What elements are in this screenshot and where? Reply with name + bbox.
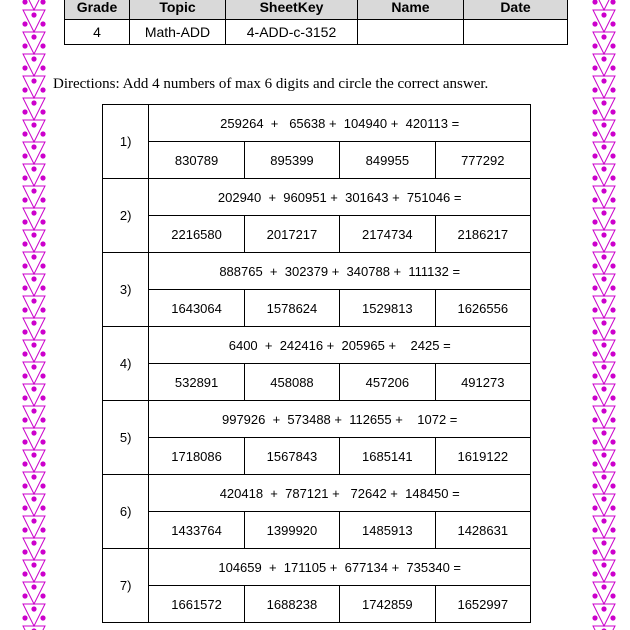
border-dot bbox=[610, 0, 615, 5]
border-dot bbox=[40, 263, 45, 268]
border-dot bbox=[40, 153, 45, 158]
border-dot bbox=[22, 87, 27, 92]
border-dot bbox=[22, 153, 27, 158]
border-dot bbox=[31, 496, 36, 501]
border-dot bbox=[601, 584, 606, 589]
border-dot bbox=[40, 483, 45, 488]
answer-choice[interactable]: 532891 bbox=[149, 364, 244, 401]
border-dot bbox=[592, 219, 597, 224]
left-decorative-border bbox=[5, 0, 55, 630]
answer-choice[interactable]: 1578624 bbox=[244, 290, 339, 327]
border-dot bbox=[22, 219, 27, 224]
border-dot bbox=[592, 351, 597, 356]
problem-number: 5) bbox=[103, 401, 149, 475]
border-dot bbox=[592, 417, 597, 422]
border-dot bbox=[31, 78, 36, 83]
answer-choice[interactable]: 458088 bbox=[244, 364, 339, 401]
answer-choice[interactable]: 1626556 bbox=[435, 290, 530, 327]
border-dot bbox=[22, 329, 27, 334]
answer-choice[interactable]: 895399 bbox=[244, 142, 339, 179]
border-dot bbox=[40, 21, 45, 26]
border-dot bbox=[592, 109, 597, 114]
border-dot bbox=[601, 364, 606, 369]
border-dot bbox=[22, 571, 27, 576]
border-dot bbox=[40, 549, 45, 554]
topic-header: Topic bbox=[130, 0, 226, 20]
answer-choice[interactable]: 1399920 bbox=[244, 512, 339, 549]
border-dot bbox=[592, 505, 597, 510]
border-dot bbox=[31, 342, 36, 347]
border-dot bbox=[22, 197, 27, 202]
border-dot bbox=[40, 373, 45, 378]
answer-choice[interactable]: 1619122 bbox=[435, 438, 530, 475]
border-dot bbox=[592, 373, 597, 378]
answer-choices-row bbox=[103, 512, 531, 549]
border-dot bbox=[592, 87, 597, 92]
border-dot bbox=[610, 109, 615, 114]
problem-equation-row bbox=[103, 475, 531, 512]
border-dot bbox=[610, 615, 615, 620]
border-dot bbox=[610, 307, 615, 312]
border-dot bbox=[610, 395, 615, 400]
border-dot bbox=[31, 606, 36, 611]
border-dot bbox=[592, 329, 597, 334]
border-dot bbox=[592, 43, 597, 48]
border-dot bbox=[40, 197, 45, 202]
border-dot bbox=[31, 562, 36, 567]
answer-choice[interactable]: 1485913 bbox=[340, 512, 435, 549]
border-dot bbox=[22, 131, 27, 136]
answer-choice[interactable]: 1567843 bbox=[244, 438, 339, 475]
border-dot bbox=[31, 518, 36, 523]
answer-choices-row bbox=[103, 586, 531, 623]
answer-choice[interactable]: 491273 bbox=[435, 364, 530, 401]
border-dot bbox=[40, 505, 45, 510]
problem-number: 6) bbox=[103, 475, 149, 549]
border-dot bbox=[22, 461, 27, 466]
border-dot bbox=[592, 175, 597, 180]
border-dot bbox=[22, 175, 27, 180]
answer-choice[interactable]: 1742859 bbox=[340, 586, 435, 623]
border-dot bbox=[40, 109, 45, 114]
border-dot bbox=[610, 373, 615, 378]
border-dot bbox=[601, 342, 606, 347]
problem-equation-row bbox=[103, 549, 531, 586]
border-dot bbox=[40, 87, 45, 92]
border-dot bbox=[31, 364, 36, 369]
border-dot bbox=[610, 505, 615, 510]
grade-value: 4 bbox=[65, 20, 130, 45]
border-dot bbox=[40, 417, 45, 422]
border-dot bbox=[610, 461, 615, 466]
answer-choice[interactable]: 457206 bbox=[340, 364, 435, 401]
border-dot bbox=[31, 254, 36, 259]
border-dot bbox=[592, 395, 597, 400]
border-dot bbox=[22, 263, 27, 268]
border-dot bbox=[31, 56, 36, 61]
border-dot bbox=[22, 109, 27, 114]
border-dot bbox=[601, 430, 606, 435]
border-dot bbox=[31, 276, 36, 281]
border-dot bbox=[610, 417, 615, 422]
border-dot bbox=[601, 452, 606, 457]
border-dot bbox=[22, 483, 27, 488]
problem-equation: 259264 + 65638 + 104940 + 420113 = bbox=[149, 105, 531, 142]
border-dot bbox=[40, 527, 45, 532]
border-dot bbox=[40, 593, 45, 598]
border-dot bbox=[592, 549, 597, 554]
border-dot bbox=[601, 606, 606, 611]
border-dot bbox=[610, 483, 615, 488]
border-dot bbox=[610, 131, 615, 136]
problem-number: 7) bbox=[103, 549, 149, 623]
border-dot bbox=[40, 43, 45, 48]
problem-equation: 420418 + 787121 + 72642 + 148450 = bbox=[149, 475, 531, 512]
border-dot bbox=[601, 232, 606, 237]
border-dot bbox=[31, 34, 36, 39]
border-dot bbox=[22, 505, 27, 510]
answer-choice[interactable]: 1688238 bbox=[244, 586, 339, 623]
answer-choice[interactable]: 1718086 bbox=[149, 438, 244, 475]
answer-choice[interactable]: 777292 bbox=[435, 142, 530, 179]
border-dot bbox=[22, 65, 27, 70]
answer-choice[interactable]: 1428631 bbox=[435, 512, 530, 549]
border-dot bbox=[610, 285, 615, 290]
border-dot bbox=[31, 100, 36, 105]
problem-equation-row bbox=[103, 105, 531, 142]
border-dot bbox=[601, 474, 606, 479]
border-dot bbox=[40, 175, 45, 180]
border-dot bbox=[22, 593, 27, 598]
problem-number: 1) bbox=[103, 105, 149, 179]
border-dot bbox=[592, 241, 597, 246]
answer-choice[interactable]: 830789 bbox=[149, 142, 244, 179]
answer-choices-row bbox=[103, 364, 531, 401]
border-dot bbox=[31, 232, 36, 237]
problem-equation: 6400 + 242416 + 205965 + 2425 = bbox=[149, 327, 531, 364]
border-dot bbox=[610, 21, 615, 26]
border-dot bbox=[601, 78, 606, 83]
sheetkey-value: 4-ADD-c-3152 bbox=[226, 20, 358, 45]
border-dot bbox=[40, 131, 45, 136]
problem-equation-row bbox=[103, 327, 531, 364]
border-dot bbox=[31, 430, 36, 435]
border-dot bbox=[610, 329, 615, 334]
border-dot bbox=[610, 593, 615, 598]
border-dot bbox=[592, 527, 597, 532]
answer-choice[interactable]: 1529813 bbox=[340, 290, 435, 327]
problem-number: 2) bbox=[103, 179, 149, 253]
border-dot bbox=[610, 439, 615, 444]
border-dot bbox=[40, 219, 45, 224]
border-dot bbox=[610, 153, 615, 158]
answer-choice[interactable]: 1661572 bbox=[149, 586, 244, 623]
border-dot bbox=[592, 197, 597, 202]
name-field[interactable] bbox=[358, 20, 464, 45]
border-dot bbox=[22, 395, 27, 400]
answer-choice[interactable]: 1652997 bbox=[435, 586, 530, 623]
border-dot bbox=[40, 395, 45, 400]
right-decorative-border bbox=[575, 0, 625, 630]
border-dot bbox=[22, 285, 27, 290]
border-dot bbox=[601, 188, 606, 193]
border-dot bbox=[22, 549, 27, 554]
problem-number: 3) bbox=[103, 253, 149, 327]
border-dot bbox=[40, 0, 45, 5]
border-dot bbox=[601, 254, 606, 259]
border-dot bbox=[22, 351, 27, 356]
border-dot bbox=[601, 210, 606, 215]
border-dot bbox=[592, 483, 597, 488]
answer-choice[interactable]: 1685141 bbox=[340, 438, 435, 475]
border-dot bbox=[40, 571, 45, 576]
answer-choice[interactable]: 2186217 bbox=[435, 216, 530, 253]
border-dot bbox=[610, 219, 615, 224]
border-dot bbox=[610, 549, 615, 554]
border-dot bbox=[22, 439, 27, 444]
problem-number: 4) bbox=[103, 327, 149, 401]
border-dot bbox=[22, 373, 27, 378]
border-dot bbox=[592, 461, 597, 466]
border-dot bbox=[31, 12, 36, 17]
border-dot bbox=[31, 122, 36, 127]
answer-choice[interactable]: 1643064 bbox=[149, 290, 244, 327]
border-dot bbox=[610, 263, 615, 268]
answer-choices-row bbox=[103, 290, 531, 327]
problems-table bbox=[102, 104, 531, 623]
border-dot bbox=[31, 166, 36, 171]
info-header-row bbox=[65, 0, 568, 20]
border-dot bbox=[592, 307, 597, 312]
topic-value: Math-ADD bbox=[130, 20, 226, 45]
grade-header: Grade bbox=[65, 0, 130, 20]
border-dot bbox=[601, 100, 606, 105]
answer-choice[interactable]: 849955 bbox=[340, 142, 435, 179]
border-dot bbox=[22, 527, 27, 532]
border-dot bbox=[31, 408, 36, 413]
border-dot bbox=[592, 285, 597, 290]
border-dot bbox=[610, 351, 615, 356]
border-dot bbox=[22, 0, 27, 5]
problem-equation-row bbox=[103, 253, 531, 290]
border-dot bbox=[40, 307, 45, 312]
border-dot bbox=[601, 408, 606, 413]
border-dot bbox=[31, 210, 36, 215]
border-dot bbox=[610, 65, 615, 70]
border-dot bbox=[22, 241, 27, 246]
border-dot bbox=[31, 540, 36, 545]
problem-equation-row bbox=[103, 401, 531, 438]
border-dot bbox=[40, 439, 45, 444]
border-dot bbox=[40, 65, 45, 70]
border-dot bbox=[601, 386, 606, 391]
border-dot bbox=[592, 263, 597, 268]
border-dot bbox=[40, 615, 45, 620]
date-header: Date bbox=[464, 0, 568, 20]
border-dot bbox=[610, 197, 615, 202]
border-dot bbox=[592, 439, 597, 444]
border-dot bbox=[610, 527, 615, 532]
border-dot bbox=[601, 56, 606, 61]
border-dot bbox=[40, 351, 45, 356]
problem-equation-row bbox=[103, 179, 531, 216]
border-dot bbox=[40, 285, 45, 290]
answer-choices-row bbox=[103, 216, 531, 253]
border-dot bbox=[592, 571, 597, 576]
border-dot bbox=[610, 43, 615, 48]
border-dot bbox=[601, 540, 606, 545]
answer-choices-row bbox=[103, 142, 531, 179]
info-value-row bbox=[65, 20, 568, 45]
border-dot bbox=[601, 298, 606, 303]
border-dot bbox=[610, 241, 615, 246]
border-dot bbox=[31, 386, 36, 391]
answer-choice[interactable]: 2174734 bbox=[340, 216, 435, 253]
border-dot bbox=[592, 593, 597, 598]
worksheet-info-table bbox=[64, 0, 568, 45]
border-dot bbox=[40, 329, 45, 334]
border-dot bbox=[610, 87, 615, 92]
border-dot bbox=[31, 474, 36, 479]
border-dot bbox=[601, 12, 606, 17]
border-dot bbox=[601, 276, 606, 281]
border-dot bbox=[40, 241, 45, 246]
border-dot bbox=[601, 496, 606, 501]
border-dot bbox=[31, 188, 36, 193]
border-dot bbox=[31, 144, 36, 149]
border-dot bbox=[22, 615, 27, 620]
border-dot bbox=[601, 518, 606, 523]
border-dot bbox=[22, 43, 27, 48]
border-dot bbox=[592, 65, 597, 70]
problem-equation: 104659 + 171105 + 677134 + 735340 = bbox=[149, 549, 531, 586]
directions-text: Directions: Add 4 numbers of max 6 digits and circle the correct answer. bbox=[53, 76, 489, 92]
problem-equation: 888765 + 302379 + 340788 + 111132 = bbox=[149, 253, 531, 290]
border-dot bbox=[601, 34, 606, 39]
border-dot bbox=[601, 144, 606, 149]
border-dot bbox=[592, 131, 597, 136]
name-header: Name bbox=[358, 0, 464, 20]
border-dot bbox=[22, 21, 27, 26]
border-dot bbox=[22, 417, 27, 422]
border-dot bbox=[592, 615, 597, 620]
problem-equation: 202940 + 960951 + 301643 + 751046 = bbox=[149, 179, 531, 216]
border-dot bbox=[592, 0, 597, 5]
date-field[interactable] bbox=[464, 20, 568, 45]
answer-choice[interactable]: 1433764 bbox=[149, 512, 244, 549]
border-dot bbox=[610, 571, 615, 576]
border-dot bbox=[31, 452, 36, 457]
answer-choice[interactable]: 2216580 bbox=[149, 216, 244, 253]
border-dot bbox=[40, 461, 45, 466]
answer-choices-row bbox=[103, 438, 531, 475]
sheetkey-header: SheetKey bbox=[226, 0, 358, 20]
problem-equation: 997926 + 573488 + 112655 + 1072 = bbox=[149, 401, 531, 438]
border-dot bbox=[592, 153, 597, 158]
border-dot bbox=[601, 320, 606, 325]
border-dot bbox=[31, 298, 36, 303]
border-dot bbox=[610, 175, 615, 180]
answer-choice[interactable]: 2017217 bbox=[244, 216, 339, 253]
border-dot bbox=[592, 21, 597, 26]
border-dot bbox=[22, 307, 27, 312]
border-dot bbox=[31, 320, 36, 325]
border-dot bbox=[601, 122, 606, 127]
border-dot bbox=[601, 562, 606, 567]
border-dot bbox=[601, 166, 606, 171]
border-dot bbox=[31, 584, 36, 589]
